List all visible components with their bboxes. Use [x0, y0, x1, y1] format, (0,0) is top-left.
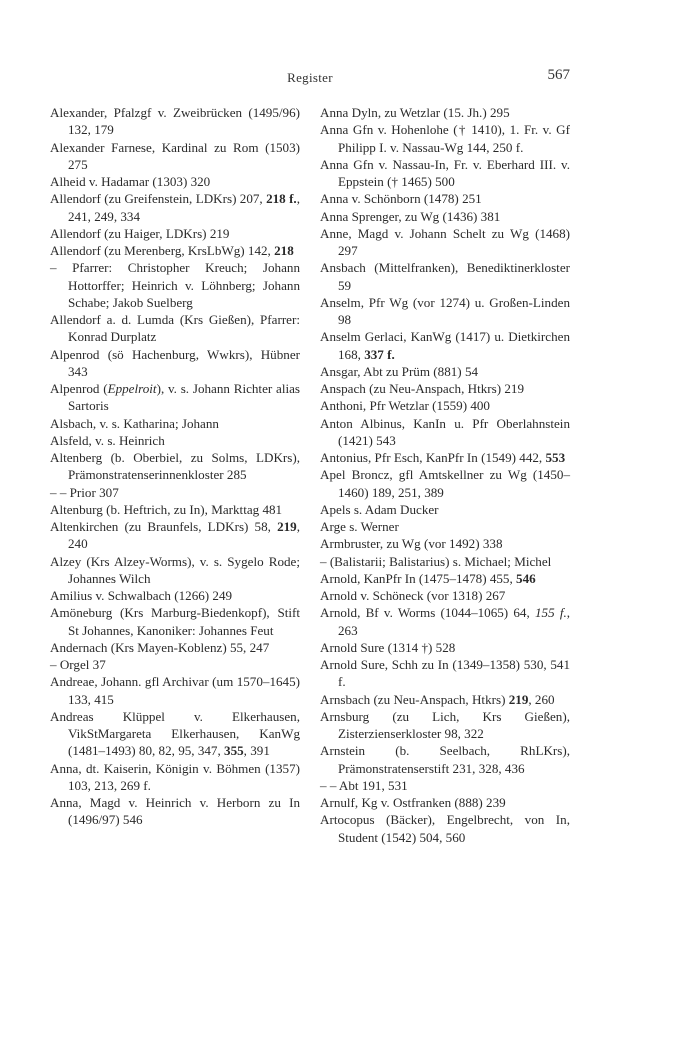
entry-text: Anna v. Schönborn (1478) 251 [320, 191, 482, 207]
entry-text: Ansgar, Abt zu Prüm (881) 54 [320, 363, 479, 379]
index-entry [50, 639, 300, 656]
index-entry [50, 190, 300, 225]
index-entry [320, 811, 570, 846]
entry-text: Artocopus (Bäcker), Engelbrecht, von In, Student (1542) 504, 560 [320, 812, 570, 845]
index-entry [320, 328, 570, 363]
index-entry [50, 656, 300, 673]
entry-text: – Orgel 37 [50, 657, 106, 672]
index-entry [320, 190, 570, 207]
index-entry [320, 225, 570, 260]
entry-text: Anna, dt. Kaiserin, Königin v. Böhmen (1357) 103, 213, 269 f. [50, 760, 300, 793]
entry-text: Anne, Magd v. Johann Schelt zu Wg (1468) 297 [320, 225, 570, 258]
entry-text: Arnsbach (zu Neu-Anspach, Htkrs) [320, 691, 509, 707]
index-entry [50, 673, 300, 708]
index-entry [50, 708, 300, 760]
entry-text: Altenkirchen (zu Braunfels, LDKrs) 58, [50, 519, 278, 534]
index-entry [50, 346, 300, 381]
index-entry [50, 242, 300, 259]
index-columns [50, 104, 570, 846]
index-entry [50, 259, 300, 311]
index-entry [320, 777, 570, 794]
index-entry [50, 380, 300, 415]
entry-text: Altenburg (b. Heftrich, zu In), Markttag 481 [50, 501, 283, 517]
entry-text: Anspach (zu Neu-Anspach, Htkrs) 219 [320, 381, 524, 396]
index-entry [320, 518, 570, 535]
entry-text: – – Abt 191, 531 [320, 777, 408, 793]
entry-text: Anna Gfn v. Nassau-In, Fr. v. Eberhard III. v. Eppstein († 1465) 500 [320, 156, 570, 189]
entry-text: Arnold, KanPfr In (1475–1478) 455, [320, 570, 517, 586]
index-entry [50, 104, 300, 139]
entry-text: Anna Gfn v. Hohenlohe († 1410), 1. Fr. v. Gf Philipp I. v. Nassau-Wg 144, 250 f. [320, 122, 570, 155]
entry-text: Anthoni, Pfr Wetzlar (1559) 400 [320, 398, 490, 414]
entry-text: Andreas Klüppel v. Elkerhausen, VikStMargareta Elkerhausen, KanWg (1481–1493) 80, 82, 95, 347, [50, 708, 300, 759]
entry-text: , 241, 249, 334 [68, 191, 300, 224]
bold-page-ref: 553 [545, 450, 566, 465]
index-entry [320, 121, 570, 156]
index-entry [320, 259, 570, 294]
bold-page-ref: 355 [224, 743, 244, 759]
entry-text: Anselm, Pfr Wg (vor 1274) u. Großen-Linden 98 [320, 294, 570, 327]
entry-text: ), v. s. Johann Richter alias Sartoris [68, 381, 301, 414]
entry-text: Arnold, Bf v. Worms (1044–1065) 64, [320, 605, 535, 621]
entry-text: Arnsburg (zu Lich, Krs Gießen), Zisterzienserkloster 98, 322 [320, 708, 570, 741]
entry-text: Alpenrod ( [50, 381, 108, 396]
entry-text: Alzey (Krs Alzey-Worms), v. s. Sygelo Rode; Johannes Wilch [50, 553, 300, 586]
entry-text: , 263 [338, 605, 571, 638]
index-entry [50, 794, 300, 829]
index-entry [320, 380, 570, 397]
entry-text: Alpenrod (sö Hachenburg, Wwkrs), Hübner 343 [50, 346, 300, 379]
bold-page-ref: 219 [277, 519, 297, 534]
index-entry [50, 449, 300, 484]
italic-text: 155 f. [534, 605, 567, 621]
entry-text: Alsbach, v. s. Katharina; Johann [50, 415, 219, 431]
index-entry [320, 208, 570, 225]
entry-text: Andernach (Krs Mayen-Koblenz) 55, 247 [50, 639, 270, 655]
index-entry [320, 449, 570, 466]
index-entry [320, 104, 570, 121]
italic-text: Eppelroit [107, 381, 157, 396]
index-entry [50, 139, 300, 174]
entry-text: Allendorf (zu Haiger, LDKrs) 219 [50, 225, 230, 241]
entry-text: Apel Broncz, gfl Amtskellner zu Wg (1450–1460) 189, 251, 389 [320, 467, 570, 500]
entry-text: – (Balistarii; Balistarius) s. Michael; Michel [320, 553, 552, 569]
index-entry [320, 553, 570, 570]
index-entry [320, 604, 570, 639]
entry-text: Andreae, Johann. gfl Archivar (um 1570–1645) 133, 415 [50, 674, 300, 707]
index-entry [50, 604, 300, 639]
index-entry [50, 553, 300, 588]
index-entry [320, 639, 570, 656]
index-entry [320, 587, 570, 604]
index-column-left [50, 104, 300, 846]
index-entry [320, 691, 570, 708]
index-entry [320, 656, 570, 691]
entry-text: Anton Albinus, KanIn u. Pfr Oberlahnstein (1421) 543 [320, 415, 570, 448]
entry-text: – Pfarrer: Christopher Kreuch; Johann Hottorffer; Heinrich v. Löhnberg; Johann Schabe; Jakob Suelberg [50, 260, 300, 310]
index-entry [50, 587, 300, 604]
bold-page-ref: 218 [274, 243, 294, 258]
running-head: Register [287, 70, 333, 85]
entry-text: Alexander Farnese, Kardinal zu Rom (1503) 275 [50, 139, 300, 172]
index-entry [320, 397, 570, 414]
index-entry [320, 415, 570, 450]
entry-text: Altenberg (b. Oberbiel, zu Solms, LDKrs), Prämonstratenserinnenkloster 285 [50, 450, 300, 483]
entry-text: Amöneburg (Krs Marburg-Biedenkopf), Stift St Johannes, Kanoniker: Johannes Feut [50, 605, 300, 638]
index-entry [320, 535, 570, 552]
page-header [50, 67, 570, 94]
entry-text: Arnulf, Kg v. Ostfranken (888) 239 [320, 795, 506, 810]
index-entry [50, 518, 300, 553]
entry-text: Alexander, Pfalzgf v. Zweibrücken (1495/96) 132, 179 [50, 105, 300, 138]
entry-text: , 240 [68, 519, 300, 552]
bold-page-ref: 337 f. [364, 346, 395, 362]
index-entry [50, 432, 300, 449]
entry-text: Allendorf (zu Greifenstein, LDKrs) 207, [50, 191, 267, 207]
entry-text: Arge s. Werner [320, 519, 399, 534]
entry-text: Alheid v. Hadamar (1303) 320 [50, 174, 211, 189]
entry-text: , 391 [243, 743, 270, 759]
entry-text: Anna Sprenger, zu Wg (1436) 381 [320, 208, 501, 224]
entry-text: Anselm Gerlaci, KanWg (1417) u. Dietkirchen 168, [320, 329, 570, 362]
index-entry [50, 311, 300, 346]
index-entry [320, 794, 570, 811]
index-entry [320, 466, 570, 501]
entry-text: Allendorf a. d. Lumda (Krs Gießen), Pfarrer: Konrad Durplatz [50, 312, 300, 345]
page-number: 567 [547, 67, 570, 83]
index-column-right [320, 104, 570, 846]
entry-text: Arnold v. Schöneck (vor 1318) 267 [320, 588, 506, 603]
entry-text: – – Prior 307 [50, 484, 119, 500]
index-entry [320, 363, 570, 380]
bold-page-ref: 546 [516, 570, 536, 586]
entry-text: Ansbach (Mittelfranken), Benediktinerkloster 59 [320, 260, 570, 293]
entry-text: Arnstein (b. Seelbach, RhLKrs), Prämonstratenserstift 231, 328, 436 [320, 743, 570, 776]
index-entry [320, 294, 570, 329]
entry-text: Anna, Magd v. Heinrich v. Herborn zu In (1496/97) 546 [50, 795, 300, 828]
index-entry [50, 415, 300, 432]
entry-text: Amilius v. Schwalbach (1266) 249 [50, 588, 233, 603]
index-entry [50, 760, 300, 795]
index-entry [320, 708, 570, 743]
entry-text: Apels s. Adam Ducker [320, 501, 439, 517]
entry-text: Allendorf (zu Merenberg, KrsLbWg) 142, [50, 243, 275, 258]
index-entry [320, 570, 570, 587]
entry-text: Arnold Sure (1314 †) 528 [320, 639, 456, 655]
entry-text: Anna Dyln, zu Wetzlar (15. Jh.) 295 [320, 105, 510, 120]
index-entry [50, 173, 300, 190]
entry-text: Armbruster, zu Wg (vor 1492) 338 [320, 536, 503, 552]
bold-page-ref: 218 f. [266, 191, 297, 207]
index-entry [320, 156, 570, 191]
bold-page-ref: 219 [508, 691, 529, 707]
entry-text: Arnold Sure, Schh zu In (1349–1358) 530, 541 f. [320, 657, 570, 690]
index-entry [50, 225, 300, 242]
entry-text: , 260 [528, 691, 555, 707]
index-entry [320, 742, 570, 777]
entry-text: Alsfeld, v. s. Heinrich [50, 432, 165, 448]
index-entry [50, 484, 300, 501]
entry-text: Antonius, Pfr Esch, KanPfr In (1549) 442, [320, 450, 546, 465]
index-entry [50, 501, 300, 518]
index-entry [320, 501, 570, 518]
